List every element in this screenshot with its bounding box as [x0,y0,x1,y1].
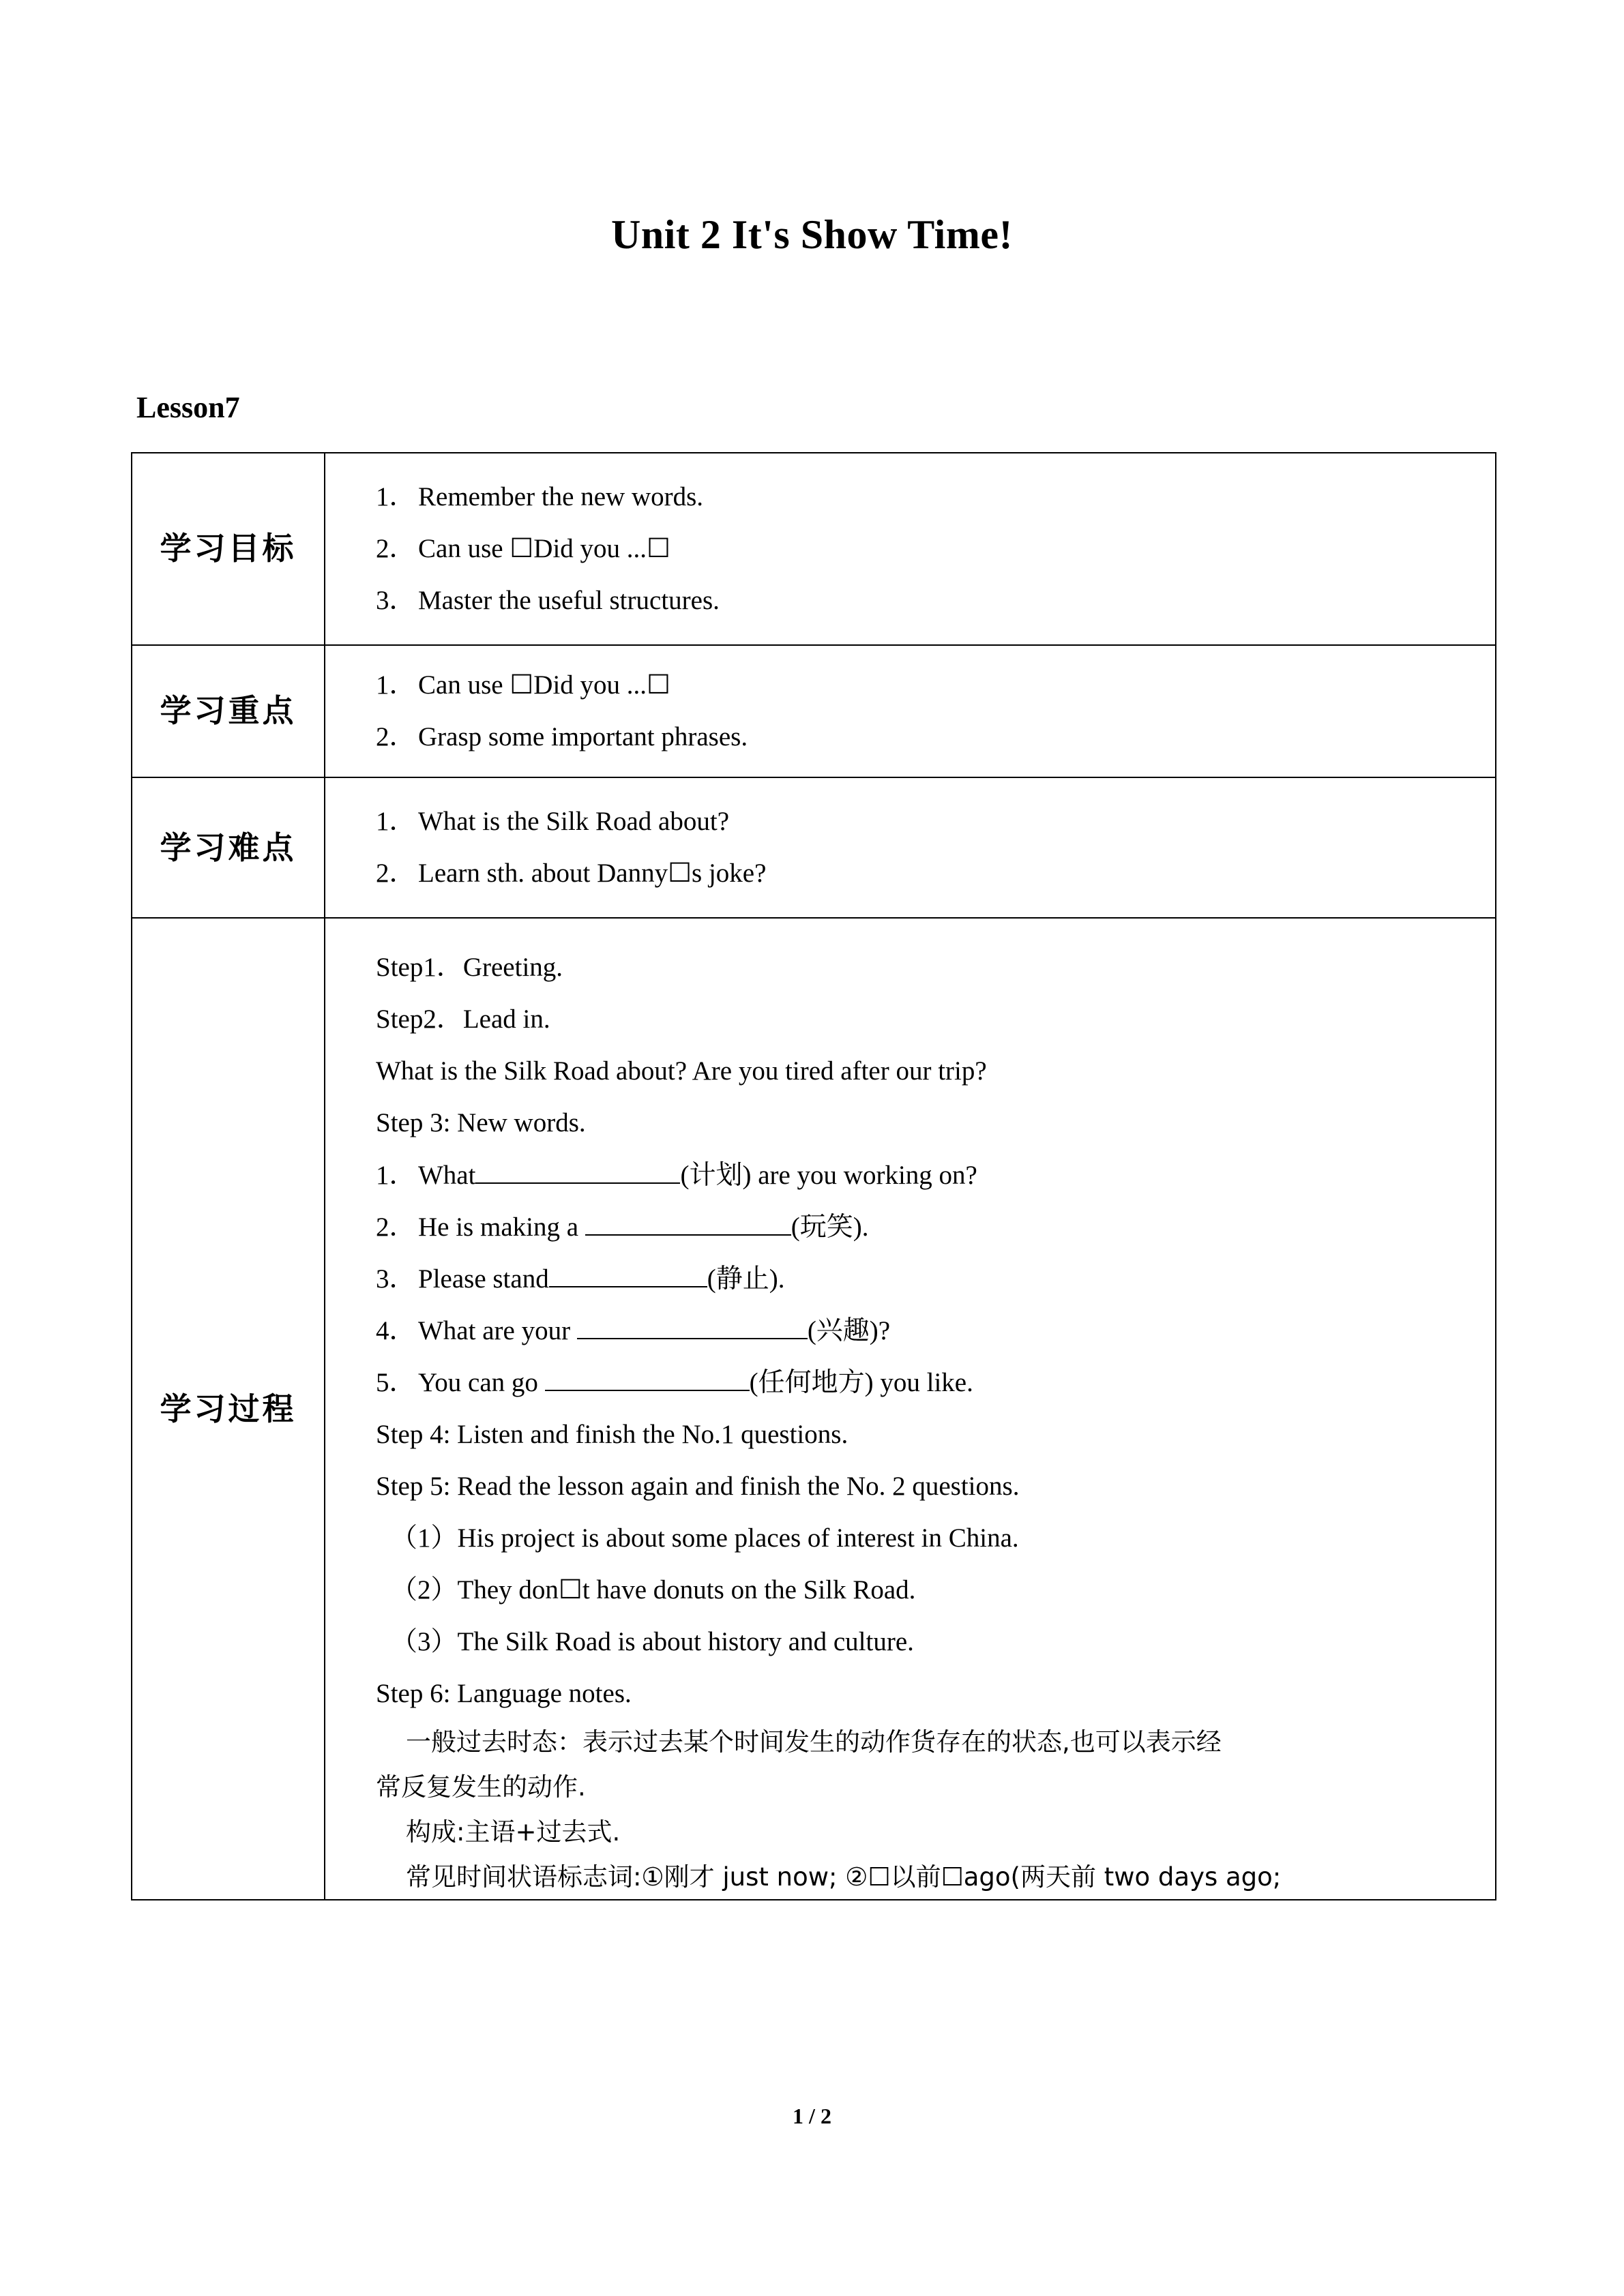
process-step-6: Step 6: Language notes. [376,1678,632,1708]
fill-blank[interactable] [549,1262,707,1287]
lesson-plan-table [131,452,1496,1900]
item-number: 1． [376,807,416,837]
page-title: Unit 2 It's Show Time! [611,212,1013,257]
item-suffix: (玩笑). [791,1212,869,1242]
fill-blank[interactable] [585,1210,791,1236]
row-label-objectives: 学习目标 [160,530,297,567]
item-text: Learn sth. about Danny☐s joke? [418,859,767,889]
row-label-process: 学习过程 [160,1390,297,1427]
item-number: 2． [376,722,416,752]
item-number: 2． [376,1212,416,1242]
new-word-item [376,1202,1479,1253]
list-item [376,575,1476,627]
new-word-item [376,1305,1479,1357]
list-item [376,471,1476,523]
item-number: 3． [376,586,416,616]
new-word-item [376,1150,1479,1202]
new-word-item [376,1357,1479,1409]
process-content [325,919,1495,1899]
item-suffix: (静止). [707,1264,785,1294]
table-row-difficulties [132,777,1496,918]
fill-blank[interactable] [475,1158,680,1184]
item-number: 1． [376,1160,416,1190]
process-step-4: Step 4: Listen and finish the No.1 questions. [376,1419,848,1449]
row-label-key-points: 学习重点 [160,692,297,730]
item-number: 3． [376,1264,416,1294]
item-number: 5． [376,1367,416,1397]
key-points-list [325,646,1495,777]
row-label-key-points-cell [132,645,325,777]
row-body-key-points-cell [325,645,1496,777]
new-word-item [376,1253,1479,1305]
table-row-key-points [132,645,1496,777]
item-prefix: What [418,1160,476,1190]
process-step-3: Step 3: New words. [376,1108,586,1138]
item-suffix: (计划) are you working on? [680,1160,977,1190]
process-step-5: Step 5: Read the lesson again and finish the No. 2 questions. [376,1471,1020,1501]
item-suffix: (兴趣)? [807,1315,891,1345]
item-prefix: Please stand [418,1264,549,1294]
item-number: 1． [376,482,416,511]
item-number: 2． [376,859,416,889]
table-row-objectives [132,453,1496,645]
process-step-2: Step2．Lead in. [376,1004,550,1034]
item-prefix: What are your [418,1315,577,1345]
list-item [376,659,1476,711]
item-suffix: (任何地方) you like. [749,1367,973,1397]
item-text: Master the useful structures. [418,586,720,616]
question-item: （3）The Silk Road is about history and culture. [391,1626,914,1656]
grammar-note-line: 常见时间状语标志词:①刚才 just now; ②☐以前☐ago(两天前 two days ago; [406,1862,1282,1892]
question-item: （1）His project is about some places of interest in China. [391,1523,1019,1553]
page-footer: 1 / 2 [793,2104,831,2128]
item-number: 2． [376,534,416,564]
list-item [376,711,1476,763]
list-item [376,523,1476,575]
row-label-difficulties-cell [132,777,325,918]
item-number: 1． [376,670,416,700]
item-text: What is the Silk Road about? [418,807,730,837]
item-number: 4． [376,1315,416,1345]
question-item: （2）They don☐t have donuts on the Silk Road. [391,1575,916,1605]
row-label-difficulties: 学习难点 [160,829,297,866]
item-prefix: You can go [418,1367,545,1397]
difficulties-list [325,778,1495,917]
fill-blank[interactable] [545,1365,750,1391]
process-step-1: Step1．Greeting. [376,953,563,983]
row-label-objectives-cell [132,453,325,645]
list-item [376,796,1476,848]
grammar-note-line: 构成:主语+过去式. [406,1817,621,1847]
row-label-process-cell [132,918,325,1900]
item-text: Can use ☐Did you ...☐ [418,670,670,700]
item-prefix: He is making a [418,1212,585,1242]
list-item [376,848,1476,899]
row-body-objectives-cell [325,453,1496,645]
grammar-note-line: 常反复发生的动作. [376,1772,586,1802]
fill-blank[interactable] [577,1313,808,1339]
item-text: Grasp some important phrases. [418,722,748,752]
grammar-note-line: 一般过去时态：表示过去某个时间发生的动作货存在的状态,也可以表示经 [406,1727,1222,1757]
lead-in-question: What is the Silk Road about? Are you tired after our trip? [376,1056,987,1086]
item-text: Remember the new words. [418,482,704,511]
table-row-process [132,918,1496,1900]
item-text: Can use ☐Did you ...☐ [418,534,670,564]
row-body-process-cell [325,918,1496,1900]
row-body-difficulties-cell [325,777,1496,918]
objectives-list [325,453,1495,644]
grammar-notes [376,1720,1479,1899]
lesson-heading: Lesson7 [136,391,240,424]
